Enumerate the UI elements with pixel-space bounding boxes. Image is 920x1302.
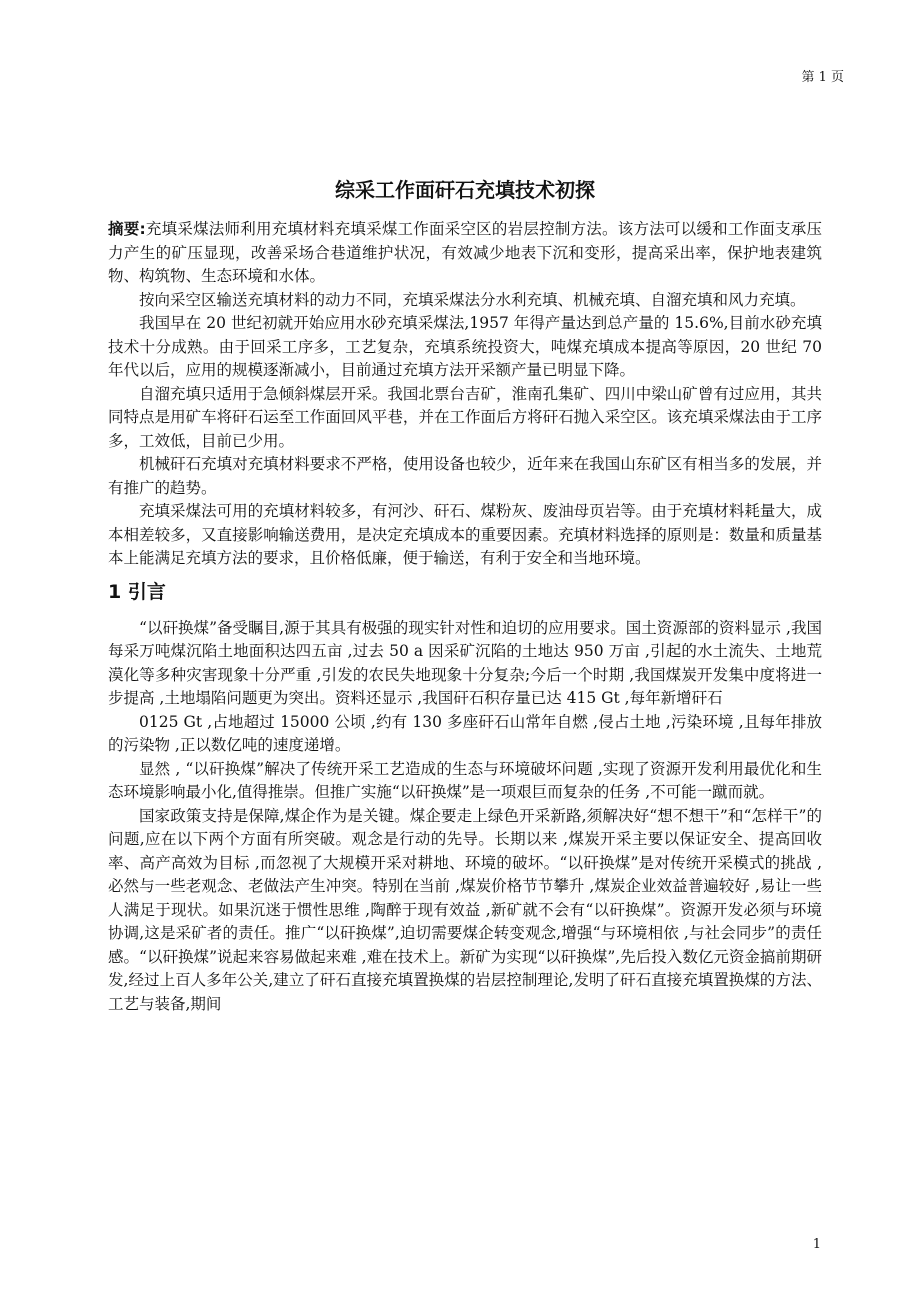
section-paragraph: “以矸换煤”备受瞩目,源于其具有极强的现实针对性和迫切的应用要求。国土资源部的资料显示 ,我国每采万吨煤沉陷土地面积达四五亩 ,过去 50 a 因采矿沉陷的土地达 950 万亩 ,引起的水土流失、土地荒漠化等多种灾害现象十分严重 ,引发的农民失地现象十分复杂;今后一个时期 ,我国煤炭开发集中度将进一步提高 ,土地塌陷问题更为突出。资料还显示 ,我国矸石积存量已达 415 Gt ,每年新增矸石 (108, 618, 822, 707)
body-paragraph: 机械矸石充填对充填材料要求不严格，使用设备也较少，近年来在我国山东矿区有相当多的发展，并有推广的趋势。 (108, 455, 822, 497)
document-title: 综采工作面矸石充填技术初探 (335, 178, 595, 202)
abstract-label: 摘要: (108, 220, 146, 238)
section-paragraph: 0125 Gt ,占地超过 15000 公顷 ,约有 130 多座矸石山常年自燃 ,侵占土地 ,污染环境 ,且每年排放的污染物 ,正以数亿吨的速度递增。 (108, 712, 822, 754)
body-paragraph: 按向采空区输送充填材料的动力不同，充填采煤法分水利充填、机械充填、自溜充填和风力充填。 (139, 290, 806, 309)
footer-page-number: 1 (812, 1237, 821, 1252)
document-body (108, 176, 822, 1016)
section-heading-introduction: 1 引言 (108, 580, 166, 603)
body-paragraph: 自溜充填只适用于急倾斜煤层开采。我国北票台吉矿，淮南孔集矿、四川中梁山矿曾有过应用，其共同特点是用矿车将矸石运至工作面回风平巷，并在工作面后方将矸石抛入采空区。该充填采煤法由于工序多，工效低，目前已少用。 (108, 384, 822, 450)
abstract-text: 充填采煤法师利用充填材料充填采煤工作面采空区的岩层控制方法。该方法可以缓和工作面支承压力产生的矿压显现，改善采场合巷道维护状况，有效减少地表下沉和变形，提高采出率，保护地表建筑物、构筑物、生态环境和水体。 (108, 220, 822, 285)
body-paragraph: 充填采煤法可用的充填材料较多，有河沙、矸石、煤粉灰、废油母页岩等。由于充填材料耗量大，成本相差较多，又直接影响输送费用，是决定充填成本的重要因素。充填材料选择的原则是：数量和质量基本上能满足充填方法的要求，且价格低廉，便于输送，有利于安全和当地环境。 (108, 502, 822, 567)
header-page-label: 第 1 页 (801, 70, 844, 85)
section-paragraph: 国家政策支持是保障,煤企作为是关键。煤企要走上绿色开采新路,须解决好“想不想干”和“怎样干”的问题,应在以下两个方面有所突破。观念是行动的先导。长期以来 ,煤炭开采主要以保证安全、提高回收率、高产高效为目标 ,而忽视了大规模开采对耕地、环境的破坏。“以矸换煤”是对传统开采模式的挑战 ,必然与一些老观念、老做法产生冲突。特别在当前 ,煤炭价格节节攀升 ,煤炭企业效益普遍较好 ,易让一些人满足于现状。如果沉迷于惯性思维 ,陶醉于现有效益 ,新矿就不会有“以矸换煤”。资源开发必须与环境协调,这是采矿者的责任。推广“以矸换煤”,迫切需要煤企转变观念,增强“与环境相依 ,与社会同步”的责任感。“以矸换煤”说起来容易做起来难 ,难在技术上。新矿为实现“以矸换煤”,先后投入数亿元资金搞前期研发,经过上百人多年公关,建立了矸石直接充填置换煤的岩层控制理论,发明了矸石直接充填置换煤的方法、工艺与装备,期间 (108, 806, 822, 1013)
body-paragraph: 我国早在 20 世纪初就开始应用水砂充填采煤法,1957 年得产量达到总产量的 15.6%,目前水砂充填技术十分成熟。由于回采工序多，工艺复杂，充填系统投资大，吨煤充填成本提高等原因，20 世纪 70 年代以后，应用的规模逐渐减小，目前通过充填方法开采额产量已明显下降。 (108, 314, 822, 379)
abstract-paragraph (108, 218, 822, 289)
section-paragraph: 显然 , “以矸换煤”解决了传统开采工艺造成的生态与环境破坏问题 ,实现了资源开发利用最优化和生态环境影响最小化,值得推崇。但推广实施“以矸换煤”是一项艰巨而复杂的任务 ,不可能一蹴而就。 (108, 759, 822, 801)
